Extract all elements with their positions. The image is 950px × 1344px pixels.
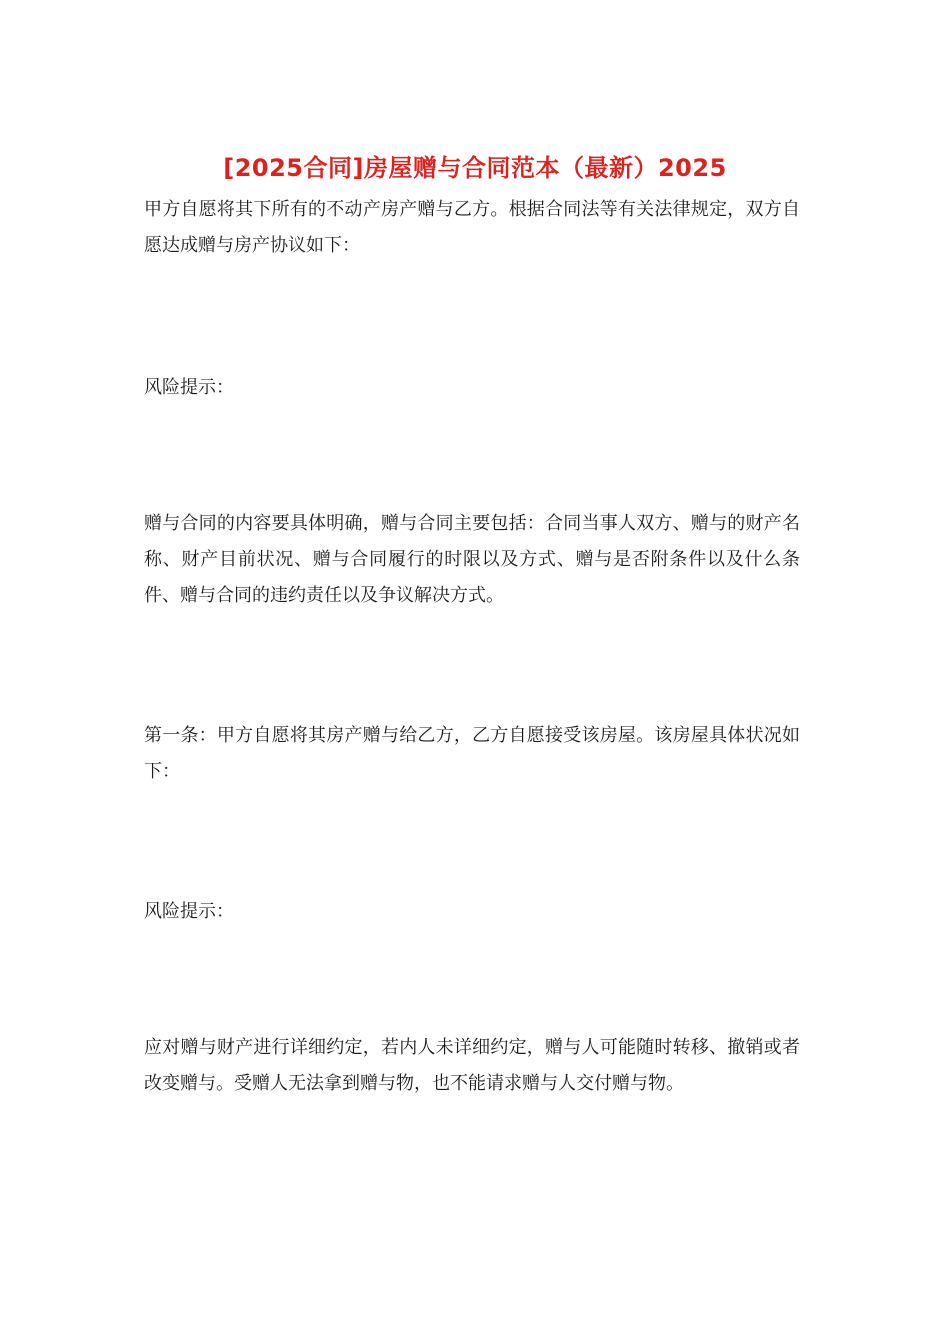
paragraph-article-one: 第一条：甲方自愿将其房产赠与给乙方，乙方自愿接受该房屋。该房屋具体状况如下： — [144, 725, 800, 782]
paragraph-risk-notice-1: 风险提示： — [144, 377, 234, 398]
paragraph-gift-property-terms: 应对赠与财产进行详细约定，若内人未详细约定，赠与人可能随时转移、撤销或者改变赠与。受赠人无法拿到赠与物，也不能请求赠与人交付赠与物。 — [144, 1037, 800, 1094]
paragraph-risk-notice-2: 风险提示： — [144, 901, 234, 922]
document-title: [2025合同]房屋赠与合同范本（最新）2025 — [223, 154, 727, 182]
paragraph-intro: 甲方自愿将其下所有的不动产房产赠与乙方。根据合同法等有关法律规定，双方自愿达成赠与房产协议如下： — [144, 199, 800, 256]
paragraph-contract-content: 赠与合同的内容要具体明确，赠与合同主要包括：合同当事人双方、赠与的财产名称、财产目前状况、赠与合同履行的时限以及方式、赠与是否附条件以及什么条件、赠与合同的违约责任以及争议解决方式。 — [144, 513, 800, 606]
